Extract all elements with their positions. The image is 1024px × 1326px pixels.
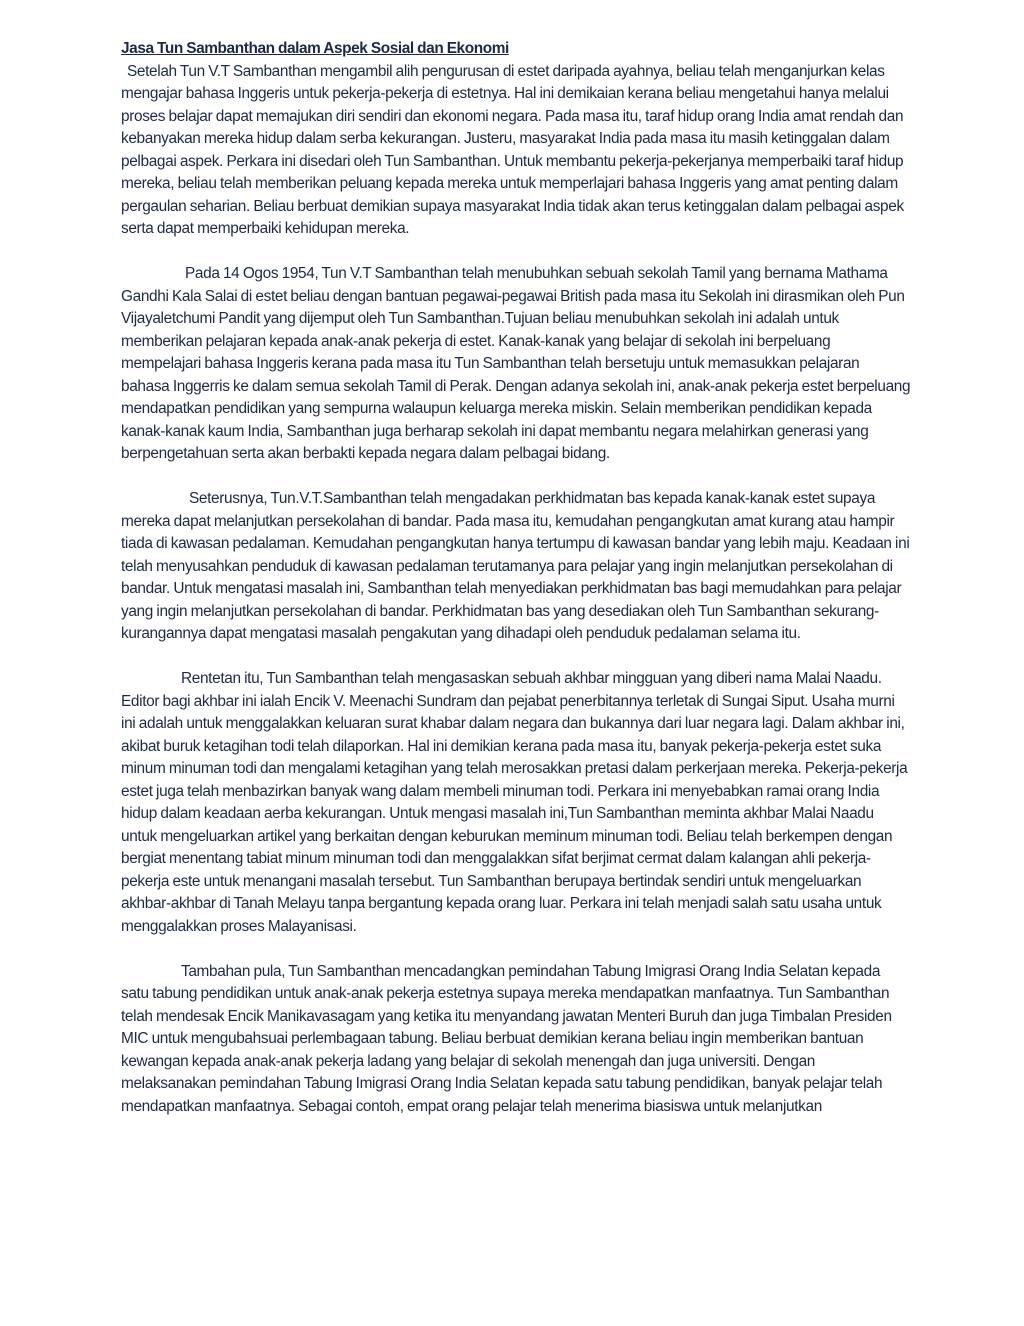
paragraph-malai-naadu-newspaper: Rentetan itu, Tun Sambanthan telah mengasaskan sebuah akhbar mingguan yang diberi nama Malai Naadu. Editor bagi akhbar ini ialah Encik V. Meenachi Sundram dan pejabat penerbitannya terletak di Sungai Siput. Usaha murni ini adalah untuk menggalakkan keluaran surat khabar dalam negara dan bukannya dari luar negara lagi. Dalam akhbar ini, akibat buruk ketagihan todi telah dilaporkan. Hal ini demikian kerana pada masa itu, banyak pekerja-pekerja estet suka minum minuman todi dan mengalami ketagihan yang telah merosakkan pretasi dalam perkerjaan mereka. Pekerja-pekerja estet juga telah menbazirkan banyak wang dalam membeli minuman todi. Perkara ini menyebabkan ramai orang India hidup dalam keadaan aerba kekurangan. Untuk mengasi masalah ini,Tun Sambanthan meminta akhbar Malai Naadu untuk mengeluarkan artikel yang berkaitan dengan keburukan meminum minuman todi. Beliau telah berkempen dengan bergiat menentang tabiat minum minuman todi dan menggalakkan sifat berjimat cermat dalam kalangan ahli pekerja-pekerja este untuk menangani masalah tersebut. Tun Sambanthan berupaya bertindak sendiri untuk mengeluarkan akhbar-akhbar di Tanah Melayu tanpa bergantung kepada orang luar. Perkara ini telah menjadi salah satu usaha untuk menggalakkan proses Malayanisasi. [121, 670, 908, 935]
document-page [121, 38, 911, 1118]
paragraph-education-fund: Tambahan pula, Tun Sambanthan mencadangkan pemindahan Tabung Imigrasi Orang India Selatan kepada satu tabung pendidikan untuk anak-anak pekerja estetnya supaya mereka mendapatkan manfaatnya. Tun Sambanthan telah mendesak Encik Manikavasagam yang ketika itu menyandang jawatan Menteri Buruh dan juga Timbalan Presiden MIC untuk mengubahsuai perlembagaan tabung. Beliau berbuat demikian kerana beliau ingin memberikan bantuan kewangan kepada anak-anak pekerja ladang yang belajar di sekolah menengah dan juga universiti. Dengan melaksanakan pemindahan Tabung Imigrasi Orang India Selatan kepada satu tabung pendidikan, banyak pelajar telah mendapatkan manfaatnya. Sebagai contoh, empat orang pelajar telah menerima biasiswa untuk melanjutkan [121, 962, 892, 1115]
paragraph-tamil-school: Pada 14 Ogos 1954, Tun V.T Sambanthan telah menubuhkan sebuah sekolah Tamil yang bernama Mathama Gandhi Kala Salai di estet beliau dengan bantuan pegawai-pegawai British pada masa itu Sekolah ini dirasmikan oleh Pun Vijayaletchumi Pandit yang dijemput oleh Tun Sambanthan.Tujuan beliau menubuhkan sekolah ini adalah untuk memberikan pelajaran kepada anak-anak pekerja di estet. Kanak-kanak yang belajar di sekolah ini berpeluang mempelajari bahasa Inggeris kerana pada masa itu Tun Sambanthan telah bersetuju untuk memasukkan pelajaran bahasa Inggerris ke dalam semua sekolah Tamil di Perak. Dengan adanya sekolah ini, anak-anak pekerja estet berpeluang mendapatkan pendidikan yang sempurna walaupun keluarga mereka miskin. Selain memberikan pendidikan kepada kanak-kanak kaum India, Sambanthan juga berharap sekolah ini dapat membantu negara melahirkan generasi yang berpengetahuan serta akan berbakti kepada negara dalam pelbagai bidang. [121, 265, 911, 462]
paragraph-bus-service: Seterusnya, Tun.V.T.Sambanthan telah mengadakan perkhidmatan bas kepada kanak-kanak estet supaya mereka dapat melanjutkan persekolahan di bandar. Pada masa itu, kemudahan pengangkutan amat kurang atau hampir tiada di kawasan pedalaman. Kemudahan pengangkutan hanya tertumpu di kawasan bandar yang lebih maju. Keadaan ini telah menyusahkan penduduk di kawasan pedalaman terutamanya para pelajar yang ingin melanjutkan persekolahan di bandar. Untuk mengatasi masalah ini, Sambanthan telah menyediakan perkhidmatan bas bagi memudahkan para pelajar yang ingin melanjutkan persekolahan di bandar. Perkhidmatan bas yang desediakan oleh Tun Sambanthan sekurang-kurangannya dapat mengatasi masalah pengakutan yang dihadapi oleh penduduk pedalaman selama itu. [121, 490, 910, 642]
paragraph-english-classes: Setelah Tun V.T Sambanthan mengambil alih pengurusan di estet daripada ayahnya, beliau telah menganjurkan kelas mengajar bahasa Inggeris untuk pekerja-pekerja di estetnya. Hal ini demikaian kerana beliau mengetahui hanya melalui proses belajar dapat memajukan diri sendiri dan ekonomi negara. Pada masa itu, taraf hidup orang India amat rendah dan kebanyakan mereka hidup dalam serba kekurangan. Justeru, masyarakat India pada masa itu masih ketinggalan dalam pelbagai aspek. Perkara ini disedari oleh Tun Sambanthan. Untuk membantu pekerja-pekerjanya memperbaiki taraf hidup mereka, beliau telah memberikan peluang kepada mereka untuk memperlajari bahasa Inggeris yang amat penting dalam pergaulan seharian. Beliau berbuat demikian supaya masyarakat India tidak akan terus ketinggalan dalam pelbagai aspek serta dapat memperbaiki kehidupan mereka. [121, 62, 904, 237]
document-title: Jasa Tun Sambanthan dalam Aspek Sosial dan Ekonomi [121, 40, 509, 57]
